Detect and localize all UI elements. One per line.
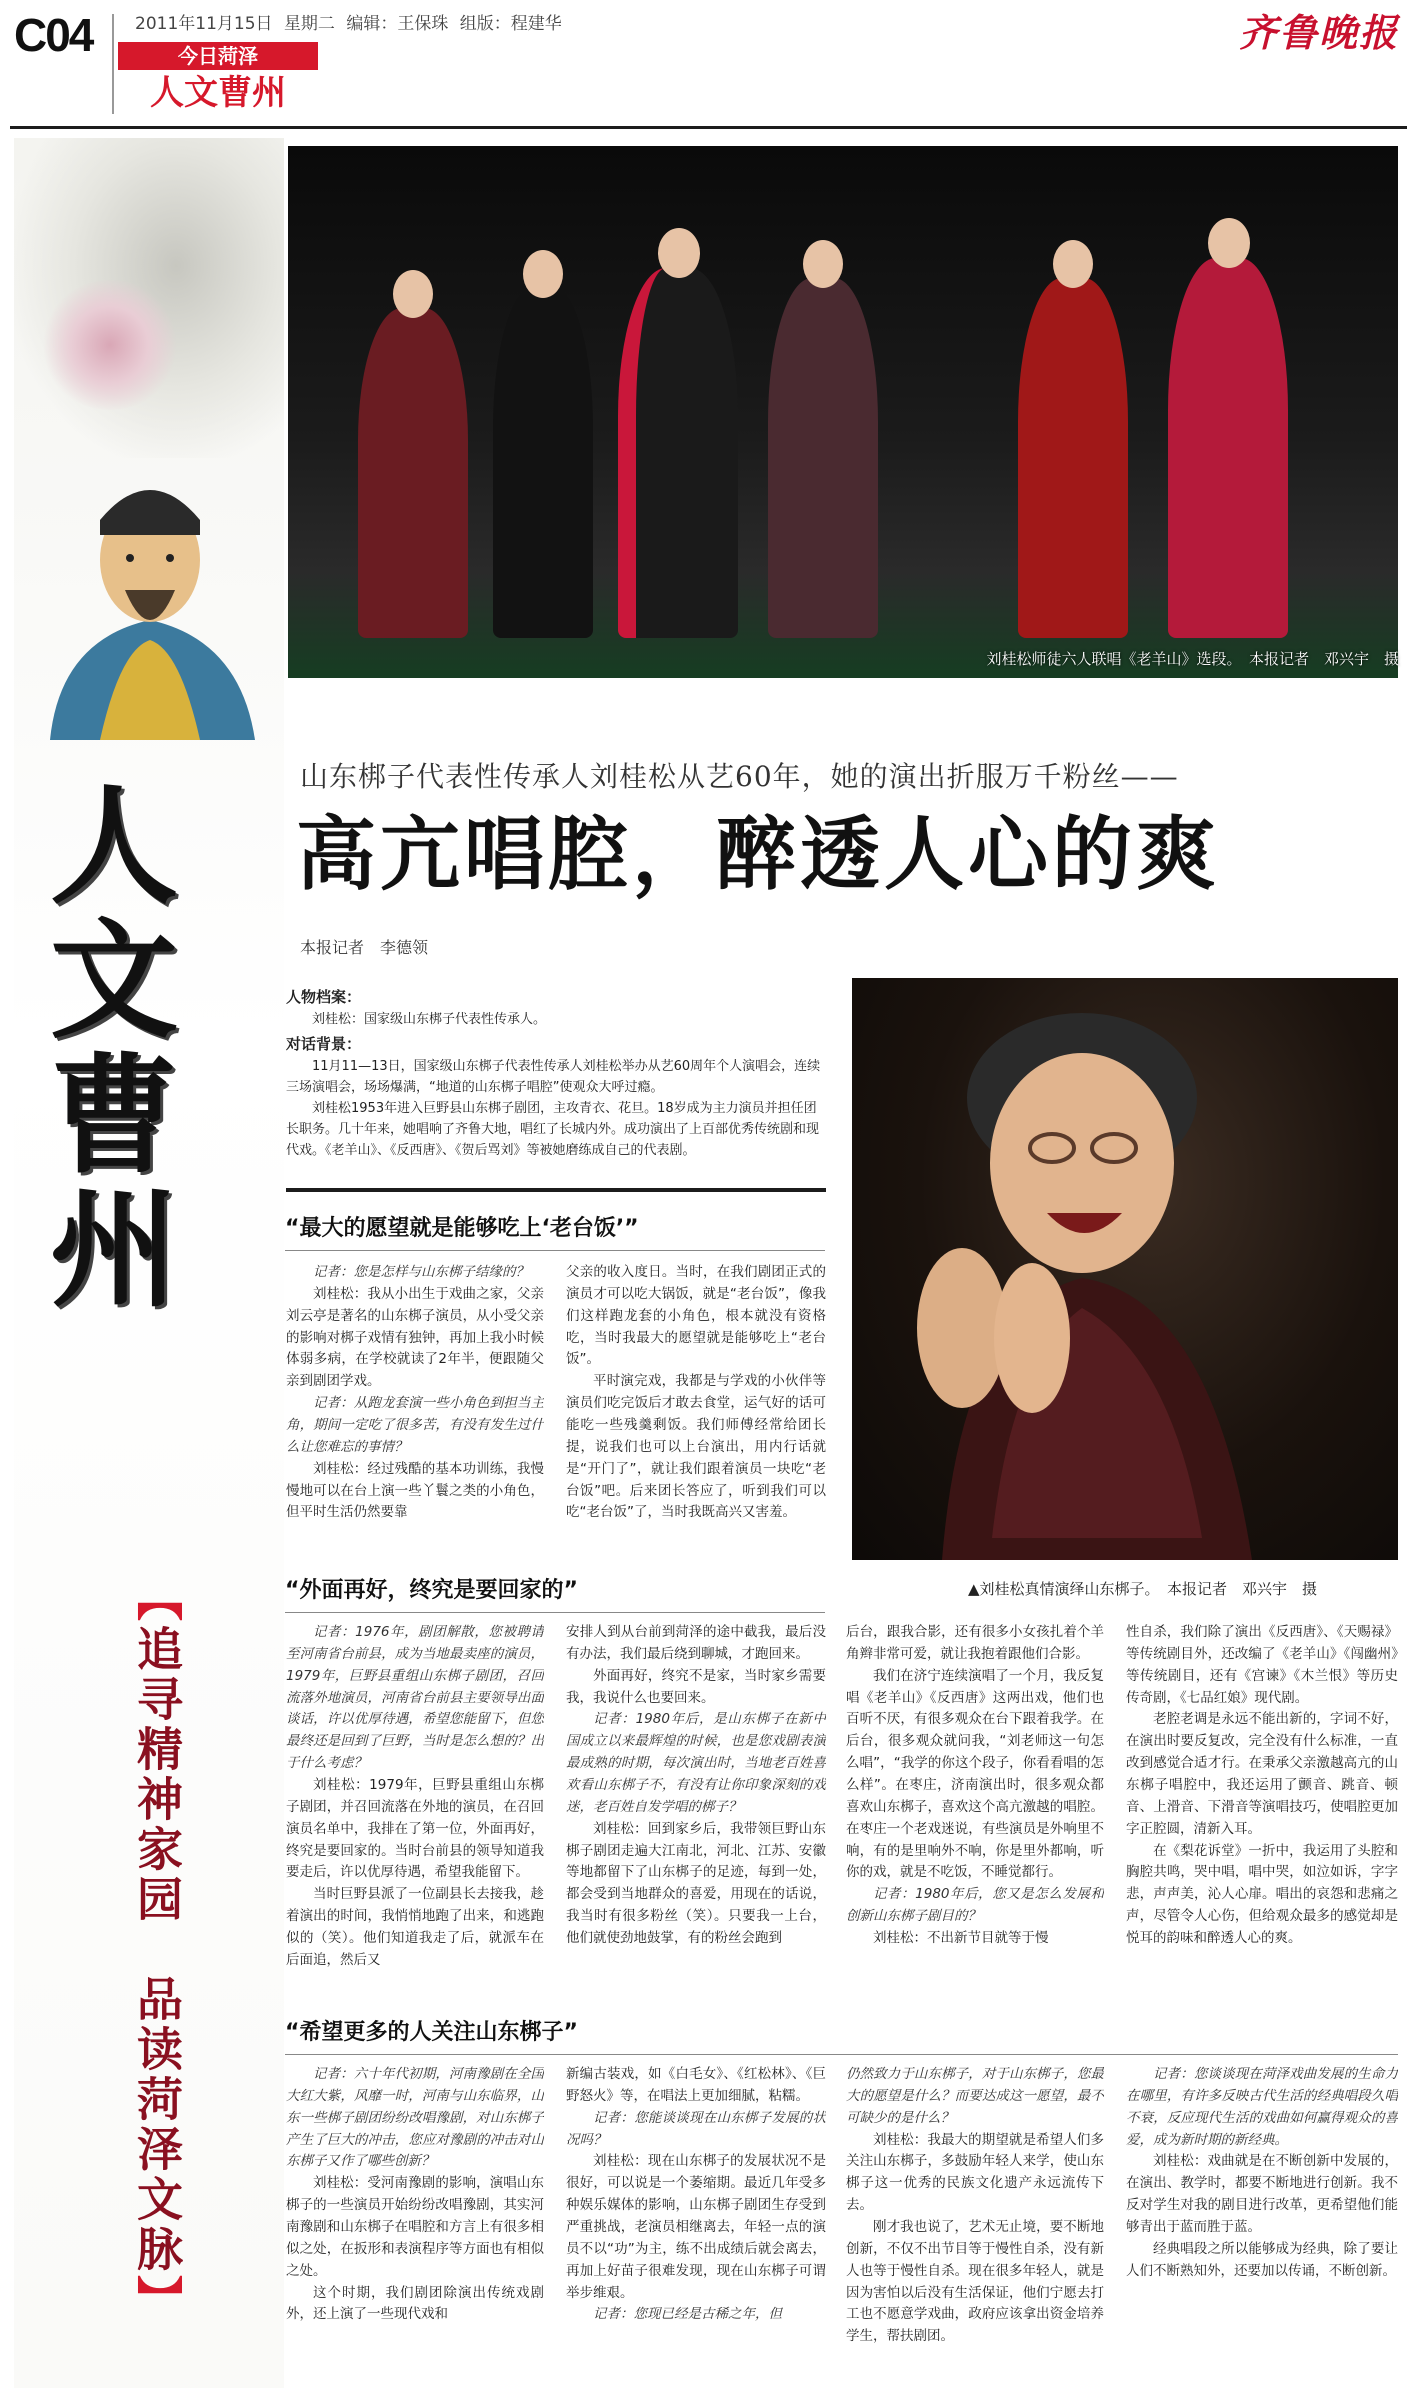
slogan-banner: [128, 1575, 188, 2325]
header-divider: [112, 14, 114, 114]
question-paragraph: 记者：从跑龙套演一些小角色到担当主角，期间一定吃了很多苦，有没有发生过什么让您难忘的事情？: [286, 1395, 544, 1455]
section-2-column-3: [846, 1622, 1104, 2002]
answer-paragraph: 安排人到从台前到菏泽的途中截我，最后没有办法，我们最后绕到聊城，才跑回来。: [566, 1624, 826, 1662]
calligraphy-title: 人 文 曹 州: [50, 772, 179, 1326]
section-3-column-2: [566, 2064, 826, 2384]
question-paragraph: 记者：1980年后，您又是怎么发展和创新山东梆子剧目的？: [846, 1886, 1104, 1925]
intro-block: [286, 985, 826, 1163]
question-paragraph: 记者：您能谈谈现在山东梆子发展的状况吗？: [566, 2109, 826, 2148]
background-paragraph: 刘桂松1953年进入巨野县山东梆子剧团，主攻青衣、花旦。18岁成为主力演员并担任团长职务。几十年来，她唱响了齐鲁大地，唱红了长城内外。成功演出了上百部优秀传统剧和现代戏。《老羊山》、《反西唐》、《贺后骂刘》等被她磨练成自己的代表剧。: [286, 1101, 820, 1158]
answer-paragraph: 性自杀，我们除了演出《反西唐》、《天赐禄》等传统剧目外，还改编了《老羊山》《闯幽州》等传统剧目，还有《宫谏》《木兰恨》等历史传奇剧，《七品红娘》现代剧。: [1126, 1624, 1398, 1706]
answer-paragraph: 经典唱段之所以能够成为经典，除了要让人们不断熟知外，还要加以传诵，不断创新。: [1126, 2240, 1398, 2279]
portrait-photo: [852, 978, 1398, 1560]
intro-rule: [286, 1188, 826, 1192]
section-divider: [285, 1612, 825, 1613]
question-paragraph: 记者：六十年代初期，河南豫剧在全国大红大紫，风靡一时，河南与山东临界，山东一些梆子剧团纷纷改唱豫剧，对山东梆子产生了巨大的冲击，您应对豫剧的冲击对山东梆子又作了哪些创新？: [286, 2066, 544, 2170]
article-byline: 本报记者 李德领: [300, 938, 429, 957]
column-title: 人文曹州: [150, 73, 286, 113]
section-divider: [285, 1250, 825, 1251]
section-tag: 今日菏泽: [118, 42, 318, 70]
answer-paragraph: 刘桂松：1979年，巨野县重组山东梆子剧团，并召回流落在外地的演员，在召回演员名单中，我排在了第一位，外面再好，终究是要回家的。当时台前县的领导知道我要走后，许以优厚待遇，希望我能留下。: [286, 1777, 544, 1881]
answer-paragraph: 刘桂松：我从小出生于戏曲之家，父亲刘云亭是著名的山东梆子演员，从小受父亲的影响对梆子戏情有独钟，再加上我小时候体弱多病，在学校就读了2年半，便跟随父亲到剧团学戏。: [286, 1285, 544, 1390]
article-kicker: 山东梆子代表性传承人刘桂松从艺60年，她的演出折服万千粉丝——: [300, 760, 1179, 793]
answer-paragraph: 刘桂松：回到家乡后，我带领巨野山东梆子剧团走遍大江南北，河北、江苏、安徽等地都留下了山东梆子的足迹，每到一处，都会受到当地群众的喜爱，用现在的话说，我当时有很多粉丝（笑）。只要我一上台，他们就使劲地鼓掌，有的粉丝会跑到: [566, 1820, 826, 1947]
section-3-column-1: [286, 2064, 544, 2384]
question-paragraph: 记者：您现已经是古稀之年，但: [593, 2306, 782, 2323]
article-headline: 高亢唱腔，醉透人心的爽: [296, 808, 1220, 901]
question-paragraph: 记者：1976年，剧团解散，您被聘请至河南省台前县，成为当地最卖座的演员，1979年，巨野县重组山东梆子剧团，召回流落外地演员，河南省台前县主要领导出面谈话，许以优厚待遇，希望您能留下，但您最终还是回到了巨野，当时是怎么想的？出于什么考虑？: [286, 1624, 544, 1772]
question-paragraph: 记者：您是怎样与山东梆子结缘的？: [313, 1264, 529, 1280]
stage-photo-caption: 刘桂松师徒六人联唱《老羊山》选段。 本报记者 邓兴宇 摄: [986, 650, 1399, 668]
section-2-title: “外面再好，终究是要回家的”: [285, 1578, 578, 1603]
answer-paragraph: 父亲的收入度日。当时，在我们剧团正式的演员才可以吃大锅饭，就是“老台饭”，像我们这样跑龙套的小角色，根本就没有资格吃，当时我最大的愿望就是能够吃上“老台饭”。: [566, 1264, 826, 1368]
answer-paragraph: 刘桂松：受河南豫剧的影响，演唱山东梆子的一些演员开始纷纷改唱豫剧，其实河南豫剧和山东梆子在唱腔和方言上有很多相似之处，在扳形和表演程序等方面也有相似之处。: [286, 2175, 544, 2279]
answer-paragraph: 新编古装戏，如《白毛女》、《红松林》、《巨野怒火》等，在唱法上更加细腻，粘糯。: [566, 2066, 826, 2104]
profile-label: 人物档案：: [286, 988, 362, 1006]
answer-paragraph: 平时演完戏，我都是与学戏的小伙伴等演员们吃完饭后才敢去食堂，运气好的话可能吃一些残羹剩饭。我们师傅经常给团长提，说我们也可以上台演出，用内行话就是“开门了”，就让我们跟着演员一块吃“老台饭”吧。后来团长答应了，听到我们可以吃“老台饭”了，当时我既高兴又害羞。: [566, 1373, 826, 1521]
question-paragraph: 记者：您谈谈现在菏泽戏曲发展的生命力在哪里，有许多反映古代生活的经典唱段久唱不衰，反应现代生活的戏曲如何赢得观众的喜爱，成为新时期的新经典。: [1126, 2066, 1398, 2148]
page-code: C04: [14, 9, 93, 61]
answer-paragraph: 外面再好，终究不是家，当时家乡需要我，我说什么也要回来。: [566, 1667, 826, 1706]
answer-paragraph: 老腔老调是永远不能出新的，字词不好，在演出时要反复改，完全没有什么标准，一直改到感觉合适才行。在秉承父亲激越高亢的山东梆子唱腔中，我还运用了颤音、跳音、顿音、上滑音、下滑音等演唱技巧，使唱腔更加字正腔圆，清新入耳。: [1126, 1711, 1398, 1837]
peony-decoration: [40, 280, 180, 410]
question-paragraph: 仍然致力于山东梆子，对于山东梆子，您最大的愿望是什么？而要达成这一愿望，最不可缺少的是什么？: [846, 2066, 1104, 2126]
answer-paragraph: 我们在济宁连续演唱了一个月，我反复唱《老羊山》《反西唐》这两出戏，他们也百听不厌，有很多观众在台下跟着我学。在后台，很多观众就问我，“刘老师这一句怎么唱”，“我学的你这个段子，你看看唱的怎么样”。在枣庄，济南演出时，很多观众都喜欢山东梆子，喜欢这个高亢激越的唱腔。在枣庄一个老戏迷说，有些演员是外响里不响，有的是里响外不响，你是里外都响，听你的戏，就是不吃饭，不睡觉都行。: [846, 1667, 1104, 1881]
portrait-caption: ▲刘桂松真情演绎山东梆子。 本报记者 邓兴宇 摄: [968, 1580, 1318, 1598]
stage-performance-photo: [288, 146, 1398, 678]
section-2-column-1: [286, 1622, 544, 2002]
section-3-column-4: [1126, 2064, 1398, 2384]
answer-paragraph: 刘桂松：经过残酷的基本功训练，我慢慢地可以在台上演一些丫鬟之类的小角色，但平时生活仍然要靠: [286, 1460, 544, 1521]
answer-paragraph: 刘桂松：现在山东梆子的发展状况不是很好，可以说是一个萎缩期。最近几年受多种娱乐媒体的影响，山东梆子剧团生存受到严重挑战，老演员相继离去，年轻一点的演员不以“功”为主，练不出成绩后就会离去，再加上好苗子很难发现，现在山东梆子可谓举步维艰。: [566, 2153, 826, 2301]
section-1-column-2: [566, 1262, 826, 1562]
answer-paragraph: 刘桂松：我最大的期望就是希望人们多关注山东梆子，多鼓励年轻人来学，使山东梆子这一优秀的民族文化遗产永远流传下去。: [846, 2131, 1104, 2214]
section-divider: [285, 2054, 1398, 2055]
answer-paragraph: 在《梨花诉堂》一折中，我运用了头腔和胸腔共鸣，哭中唱，唱中哭，如泣如诉，字字悲，声声美，沁人心扉。唱出的哀怨和悲痛之声，尽管令人心伤，但给观众最多的感觉却是悦耳的韵味和醉透人心的爽。: [1126, 1842, 1398, 1947]
section-1-column-1: [286, 1262, 544, 1562]
profile-text: 刘桂松：国家级山东梆子代表性传承人。: [312, 1012, 547, 1027]
answer-paragraph: 当时巨野县派了一位副县长去接我，趁着演出的时间，我悄悄地跑了出来，和逃跑似的（笑）。他们知道我走了后，就派车在后面追，然后又: [286, 1886, 544, 1968]
issue-date: 2011年11月15日: [135, 14, 273, 34]
answer-paragraph: 刘桂松：戏曲就是在不断创新中发展的，在演出、教学时，都要不断地进行创新。我不反对学生对我的剧目进行改革，更希望他们能够青出于蓝而胜于蓝。: [1126, 2153, 1398, 2236]
newspaper-logo: 齐鲁晚报: [1238, 10, 1399, 55]
section-1-title: “最大的愿望就是能够吃上‘老台饭’”: [285, 1216, 639, 1241]
issue-weekday: 星期二: [283, 14, 335, 34]
layout-credit: 组版：程建华: [459, 14, 562, 34]
answer-paragraph: 后台，跟我合影，还有很多小女孩扎着个羊角辫非常可爱，就让我抱着跟他们合影。: [846, 1624, 1104, 1662]
section-2-column-4: [1126, 1622, 1398, 2002]
answer-paragraph: 刚才我也说了，艺术无止境，要不断地创新，不仅不出节目等于慢性自杀，没有新人也等于慢性自杀。现在很多年轻人，就是因为害怕以后没有生活保证，他们宁愿去打工也不愿意学戏曲，政府应该拿出资金培养学生，帮扶剧团。: [846, 2219, 1104, 2345]
section-2-column-2: [566, 1622, 826, 2002]
header-rule: [10, 126, 1407, 129]
slogan-bracket-close: 】: [130, 2275, 184, 2325]
slogan-bracket-open: 【: [130, 1575, 184, 1625]
section-3-title: “希望更多的人关注山东梆子”: [285, 2020, 578, 2045]
header-meta: [135, 16, 562, 33]
answer-paragraph: 刘桂松：不出新节目就等于慢: [873, 1930, 1049, 1947]
section-3-column-3: [846, 2064, 1104, 2384]
ancient-figure-illustration: [30, 440, 270, 740]
answer-paragraph: 这个时期，我们剧团除演出传统戏剧外，还上演了一些现代戏和: [286, 2284, 544, 2323]
question-paragraph: 记者：1980年后，是山东梆子在新中国成立以来最辉煌的时候，也是您戏剧表演最成熟的时期，每次演出时，当地老百姓喜欢看山东梆子不，有没有让你印象深刻的戏迷，老百姓自发学唱的梆子？: [566, 1711, 826, 1815]
slogan-text: 追寻精神家园 品读菏泽文脉: [130, 1625, 184, 2275]
background-label: 对话背景：: [286, 1034, 362, 1053]
portrait-illustration: [852, 978, 1398, 1560]
editor-credit: 编辑：王保珠: [346, 14, 449, 34]
background-paragraph: 11月11—13日，国家级山东梆子代表性传承人刘桂松举办从艺60周年个人演唱会，连续三场演唱会，场场爆满，“地道的山东梆子唱腔”使观众大呼过瘾。: [286, 1058, 821, 1095]
